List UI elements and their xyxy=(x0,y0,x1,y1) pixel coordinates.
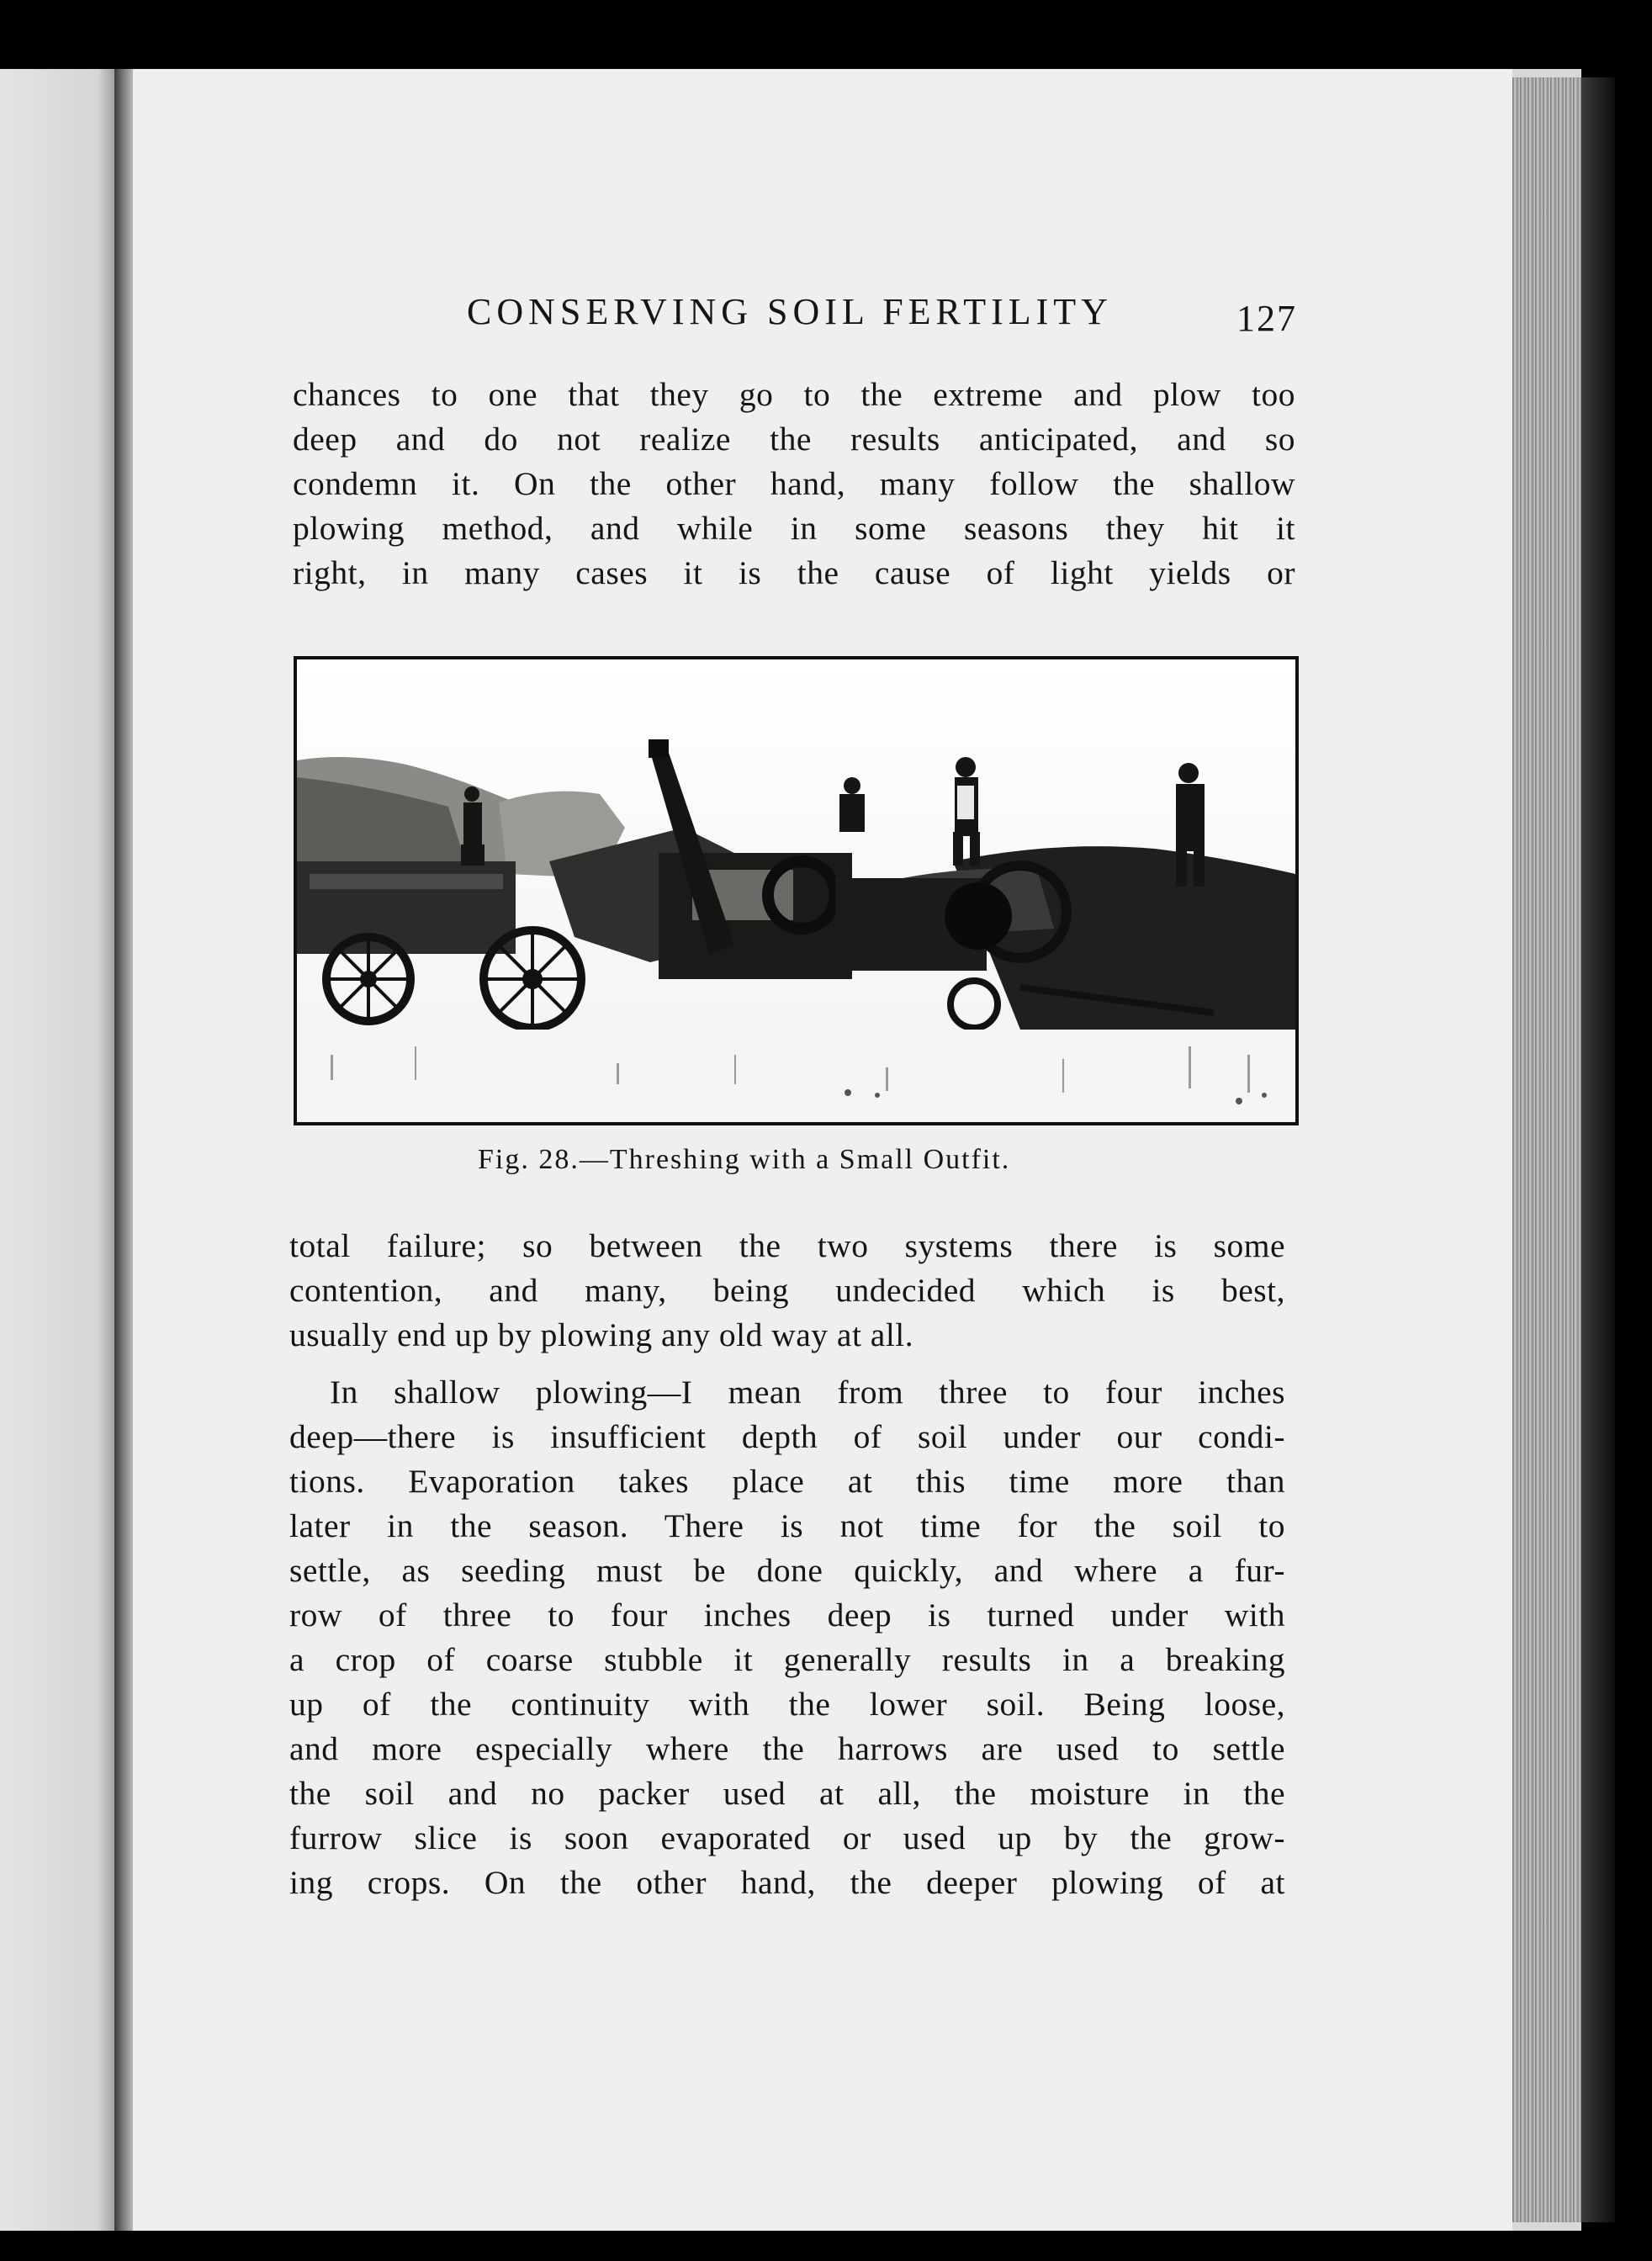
text-line: settle, as seeding must be done quickly, and where a fur- xyxy=(289,1552,1285,1589)
threshing-photo-icon xyxy=(297,659,1295,1122)
text-line: usually end up by plowing any old way at all. xyxy=(289,1316,914,1353)
text-line: deep and do not realize the results anticipated, and so xyxy=(293,421,1295,458)
figure-photo xyxy=(294,656,1299,1125)
page-edges xyxy=(1512,77,1581,2222)
text-line: deep—there is insufficient depth of soil under our condi- xyxy=(289,1418,1285,1455)
text-line: the soil and no packer used at all, the moisture in the xyxy=(289,1775,1285,1812)
text-line: In shallow plowing—I mean from three to four inches xyxy=(330,1374,1285,1411)
running-head: CONSERVING SOIL FERTILITY xyxy=(467,291,1113,332)
text-line: up of the continuity with the lower soil. Being loose, xyxy=(289,1686,1285,1723)
page-number: 127 xyxy=(1236,298,1297,339)
text-line: total failure; so between the two systems there is some xyxy=(289,1227,1285,1264)
text-line: furrow slice is soon evaporated or used up by the grow- xyxy=(289,1819,1285,1856)
text-line: contention, and many, being undecided which is best, xyxy=(289,1272,1285,1309)
text-line: a crop of coarse stubble it generally results in a breaking xyxy=(289,1641,1285,1678)
text-line: row of three to four inches deep is turned under with xyxy=(289,1596,1285,1634)
text-line: right, in many cases it is the cause of light yields or xyxy=(293,554,1295,591)
text-line: plowing method, and while in some seasons they hit it xyxy=(293,510,1295,547)
text-line: condemn it. On the other hand, many follow the shallow xyxy=(293,465,1295,502)
book-gutter xyxy=(114,69,133,2231)
text-line: later in the season. There is not time for the soil to xyxy=(289,1507,1285,1544)
figure-caption: Fig. 28.—Threshing with a Small Outfit. xyxy=(478,1144,1011,1175)
text-line: ing crops. On the other hand, the deeper plowing of at xyxy=(289,1864,1285,1901)
text-line: chances to one that they go to the extreme and plow too xyxy=(293,376,1295,413)
left-page-edge xyxy=(0,69,122,2231)
text-line: tions. Evaporation takes place at this time more than xyxy=(289,1463,1285,1500)
text-line: and more especially where the harrows are used to settle xyxy=(289,1730,1285,1767)
